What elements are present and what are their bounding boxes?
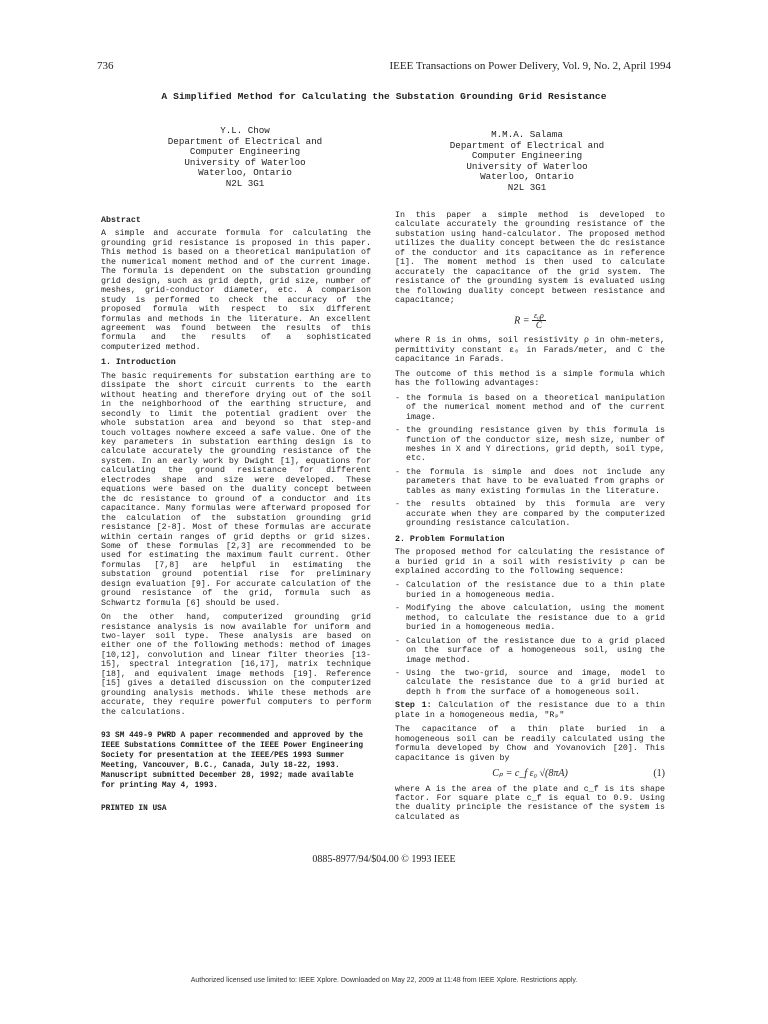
paper-title: A Simplified Method for Calculating the Substation Grounding Grid Resistance (161, 91, 607, 102)
author-line: N2L 3G1 (507, 181, 547, 193)
submission-footnote: 93 SM 449-9 PWRD A paper recommended and approved by the IEEE Substations Committee of the IEEE Power Engineering Society for presentation at the IEEE/PES 1993 Summer Meeting, Vancouver, B.C., Canada, July 18-22, 1993. Manuscript submitted December 28, 1992; made available for printing May 4, 1993. (101, 732, 364, 791)
list-item: - Calculation of the resistance due to a grid placed on the surface of a homogeneous soil, using the image method. (395, 637, 665, 665)
list-item: - the grounding resistance given by this formula is function of the conductor size, mesh size, number of meshes in X and Y directions, grid depth, soil type, etc. (395, 426, 665, 464)
abstract-heading: Abstract (101, 216, 141, 225)
step-text: Calculation of the resistance due to a thin plate in a homogeneous media, "Rₚ" (395, 701, 665, 720)
equation-denominator: C (535, 319, 542, 330)
author-line: N2L 3G1 (225, 177, 265, 189)
author-line: University of Waterloo (184, 156, 306, 168)
equation-1-number: (1) (653, 768, 665, 780)
sequence-list (395, 581, 665, 697)
sequence-intro: The proposed method for calculating the resistance of a buried grid in a soil with resistivity ρ can be explained according to the following sequence: (395, 548, 665, 576)
author-line: University of Waterloo (466, 160, 588, 172)
step-label: Step 1: (395, 701, 432, 711)
equation-fraction (532, 311, 546, 331)
intro-heading: 1. Introduction (101, 358, 176, 368)
outcome-paragraph: The outcome of this method is a simple formula which has the following advantages: (395, 369, 665, 389)
list-item: - Modifying the above calculation, using the moment method, to calculate the resistance due to a grid buried in a homogeneous media. (395, 604, 665, 632)
abstract-text: A simple and accurate formula for calculating the grounding grid resistance is proposed in this paper. This method is based on a theoretical manipulation of the numerical moment method and of the current image. The formula is dependent on the substation grounding grid design, such as grid depth, grid size, number of meshes, grid-conductor diameter, etc. A comparison study is performed to check the accuracy of the proposed formula with respect to six different formulas and methods in the literature. An excellent agreement was found between the results of this formula and the results of a sophisticated computerized method. (101, 229, 371, 352)
author-line: M.M.A. Salama (491, 129, 563, 140)
advantages-list (395, 394, 665, 529)
equation-1 (395, 769, 665, 778)
printed-in-usa: PRINTED IN USA (101, 805, 167, 814)
left-column (101, 210, 371, 815)
author-line: Waterloo, Ontario (480, 171, 574, 183)
list-item: - the formula is simple and does not include any parameters that have to be evaluated from graphs or tables as many existing formulas in the literature. (395, 468, 665, 496)
intro-paragraph-2: On the other hand, computerized grounding grid resistance analysis is now available for uniform and two-layer soil type. These analysis are based on either one of the following methods: method of images [10,12], convolution and linear filter theories [13-15], spectral integration [16,17], matrix technique [18], and equivalent image methods [19]. Reference [15] gives a detailed discussion on the computerized grounding analysis methods. While these methods are accurate, they require powerful computers to perform the calculations. (101, 613, 371, 717)
equation-numerator: ε₀ρ (534, 310, 544, 320)
intro-paragraph-1: The basic requirements for substation earthing are to dissipate the short circuit currents to the earth without heating and therefore drying out of the soil in the neighborhood of the earthing structure, and secondly to limit the potential gradient over the whole substation area and beyond so that step-and touch voltages nowhere exceed a safe value. One of the key parameters in substation earthing design is to calculate accurately the grounding resistance of the system. In an early work by Dwight [1], equations for calculating the ground resistance for different electrodes shape and size were developed. These equations were based on the duality concept between the dc resistance to ground of a conductor and its capacitance. Many formulas were afterward proposed for the calculation of the substation grounding grid resistance [2-8]. Most of these formulas are accurate within certain ranges of grid depths or grid sizes. Some of these formulas [2,3] are recommended to be used for estimating the maximum fault current. Other formulas [7,8] are helpful in estimating the substation ground potential rise for preliminary design evaluation [9]. For accurate calculation of the ground resistance of the grid, formula such as Schwartz formula [6] should be used. (101, 371, 371, 608)
resistance-equation (395, 311, 665, 331)
shape-factor-paragraph: where A is the area of the plate and c_f is its shape factor. For square plate c_f is equal to 0.9. Using the duality principle the resistance of the system is calculated as (395, 784, 665, 822)
author-line: Computer Engineering (189, 146, 301, 158)
author-line: Waterloo, Ontario (198, 167, 292, 179)
author-block-1 (150, 126, 340, 190)
variables-paragraph: where R is in ohms, soil resistivity ρ in ohm-meters, permittivity constant ε₀ in Farads/meter, and C the capacitance in Farads. (395, 336, 665, 365)
author-line: Computer Engineering (471, 150, 583, 162)
page-number: 736 (97, 60, 114, 72)
problem-heading: 2. Problem Formulation (395, 534, 505, 544)
equation-lhs: R = (514, 314, 530, 326)
list-item: - the formula is based on a theoretical manipulation of the numerical moment method and of the current image. (395, 394, 665, 422)
author-block-2 (432, 130, 622, 194)
capacitance-paragraph: The capacitance of a thin plate buried in a homogeneous soil can be readily calculated using the formula developed by Chow and Yovanovich [20]. This capacitance is given by (395, 725, 665, 763)
step-1 (395, 701, 665, 720)
list-item: - Calculation of the resistance due to a thin plate buried in a homogeneous media. (395, 581, 665, 600)
journal-header: IEEE Transactions on Power Delivery, Vol. 9, No. 2, April 1994 (389, 60, 671, 72)
right-column (395, 211, 665, 827)
equation-1-body: Cₚ = c_f ε₀ √(8πA) (492, 768, 568, 780)
author-line: Y.L. Chow (220, 125, 270, 136)
authorization-footer: Authorized licensed use limited to: IEEE Xplore. Downloaded on May 22, 2009 at 11:48 from IEEE Xplore. Restrictions apply. (190, 977, 578, 984)
list-item: - the results obtained by this formula are very accurate when they are compared by the computerized grounding resistance calculation. (395, 500, 665, 528)
method-paragraph: In this paper a simple method is developed to calculate accurately the grounding resistance of the substation using hand-calculator. The proposed method utilizes the duality concept between the dc resistance of the conductor and its capacitance as in reference [1]. The moment method is then used to calculate accurately the capacitance of the grid system. The resistance of the grounding system is evaluated using the following duality concept between resistance and capacitance; (395, 211, 665, 306)
list-item: - Using the two-grid, source and image, model to calculate the resistance due to a grid buried at depth h from the surface of a homogeneous soil. (395, 669, 665, 697)
author-line: Department of Electrical and (167, 135, 323, 147)
author-line: Department of Electrical and (449, 139, 605, 151)
copyright-line: 0885-8977/94/$04.00 © 1993 IEEE (312, 854, 456, 865)
